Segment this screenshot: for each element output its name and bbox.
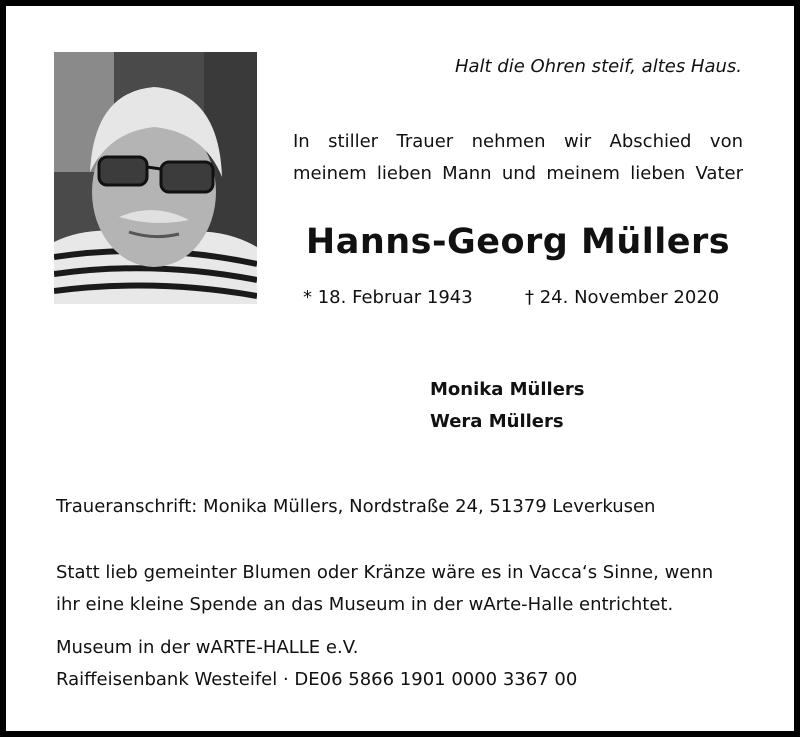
intro-text [293,126,743,190]
birth-date: * 18. Februar 1943 [303,287,473,308]
mourning-address: Traueranschrift: Monika Müllers, Nordstraße 24, 51379 Leverkusen [56,496,656,517]
mourner-name: Monika Müllers [430,379,585,400]
mourners-list [430,374,585,438]
portrait-photo [54,52,257,304]
bank-recipient: Museum in der wARTE-HALLE e.V. [56,637,359,658]
bank-account: Raiffeisenbank Westeifel · DE06 5866 1901 0000 3367 00 [56,669,578,690]
intro-line: meinem lieben Mann und meinem lieben Vater [293,163,743,184]
bank-details [56,632,577,696]
donation-line: ihr eine kleine Spende an das Museum in der wArte-Halle entrichtet. [56,594,674,615]
intro-line: In stiller Trauer nehmen wir Abschied von [293,131,743,152]
donation-request [56,557,756,621]
death-date: † 24. November 2020 [525,287,720,308]
deceased-name: Hanns-Georg Müllers [305,222,731,262]
mourner-name: Wera Müllers [430,411,564,432]
motto-quote: Halt die Ohren steif, altes Haus. [454,56,742,77]
donation-line: Statt lieb gemeinter Blumen oder Kränze wäre es in Vacca‘s Sinne, wenn [56,562,714,583]
